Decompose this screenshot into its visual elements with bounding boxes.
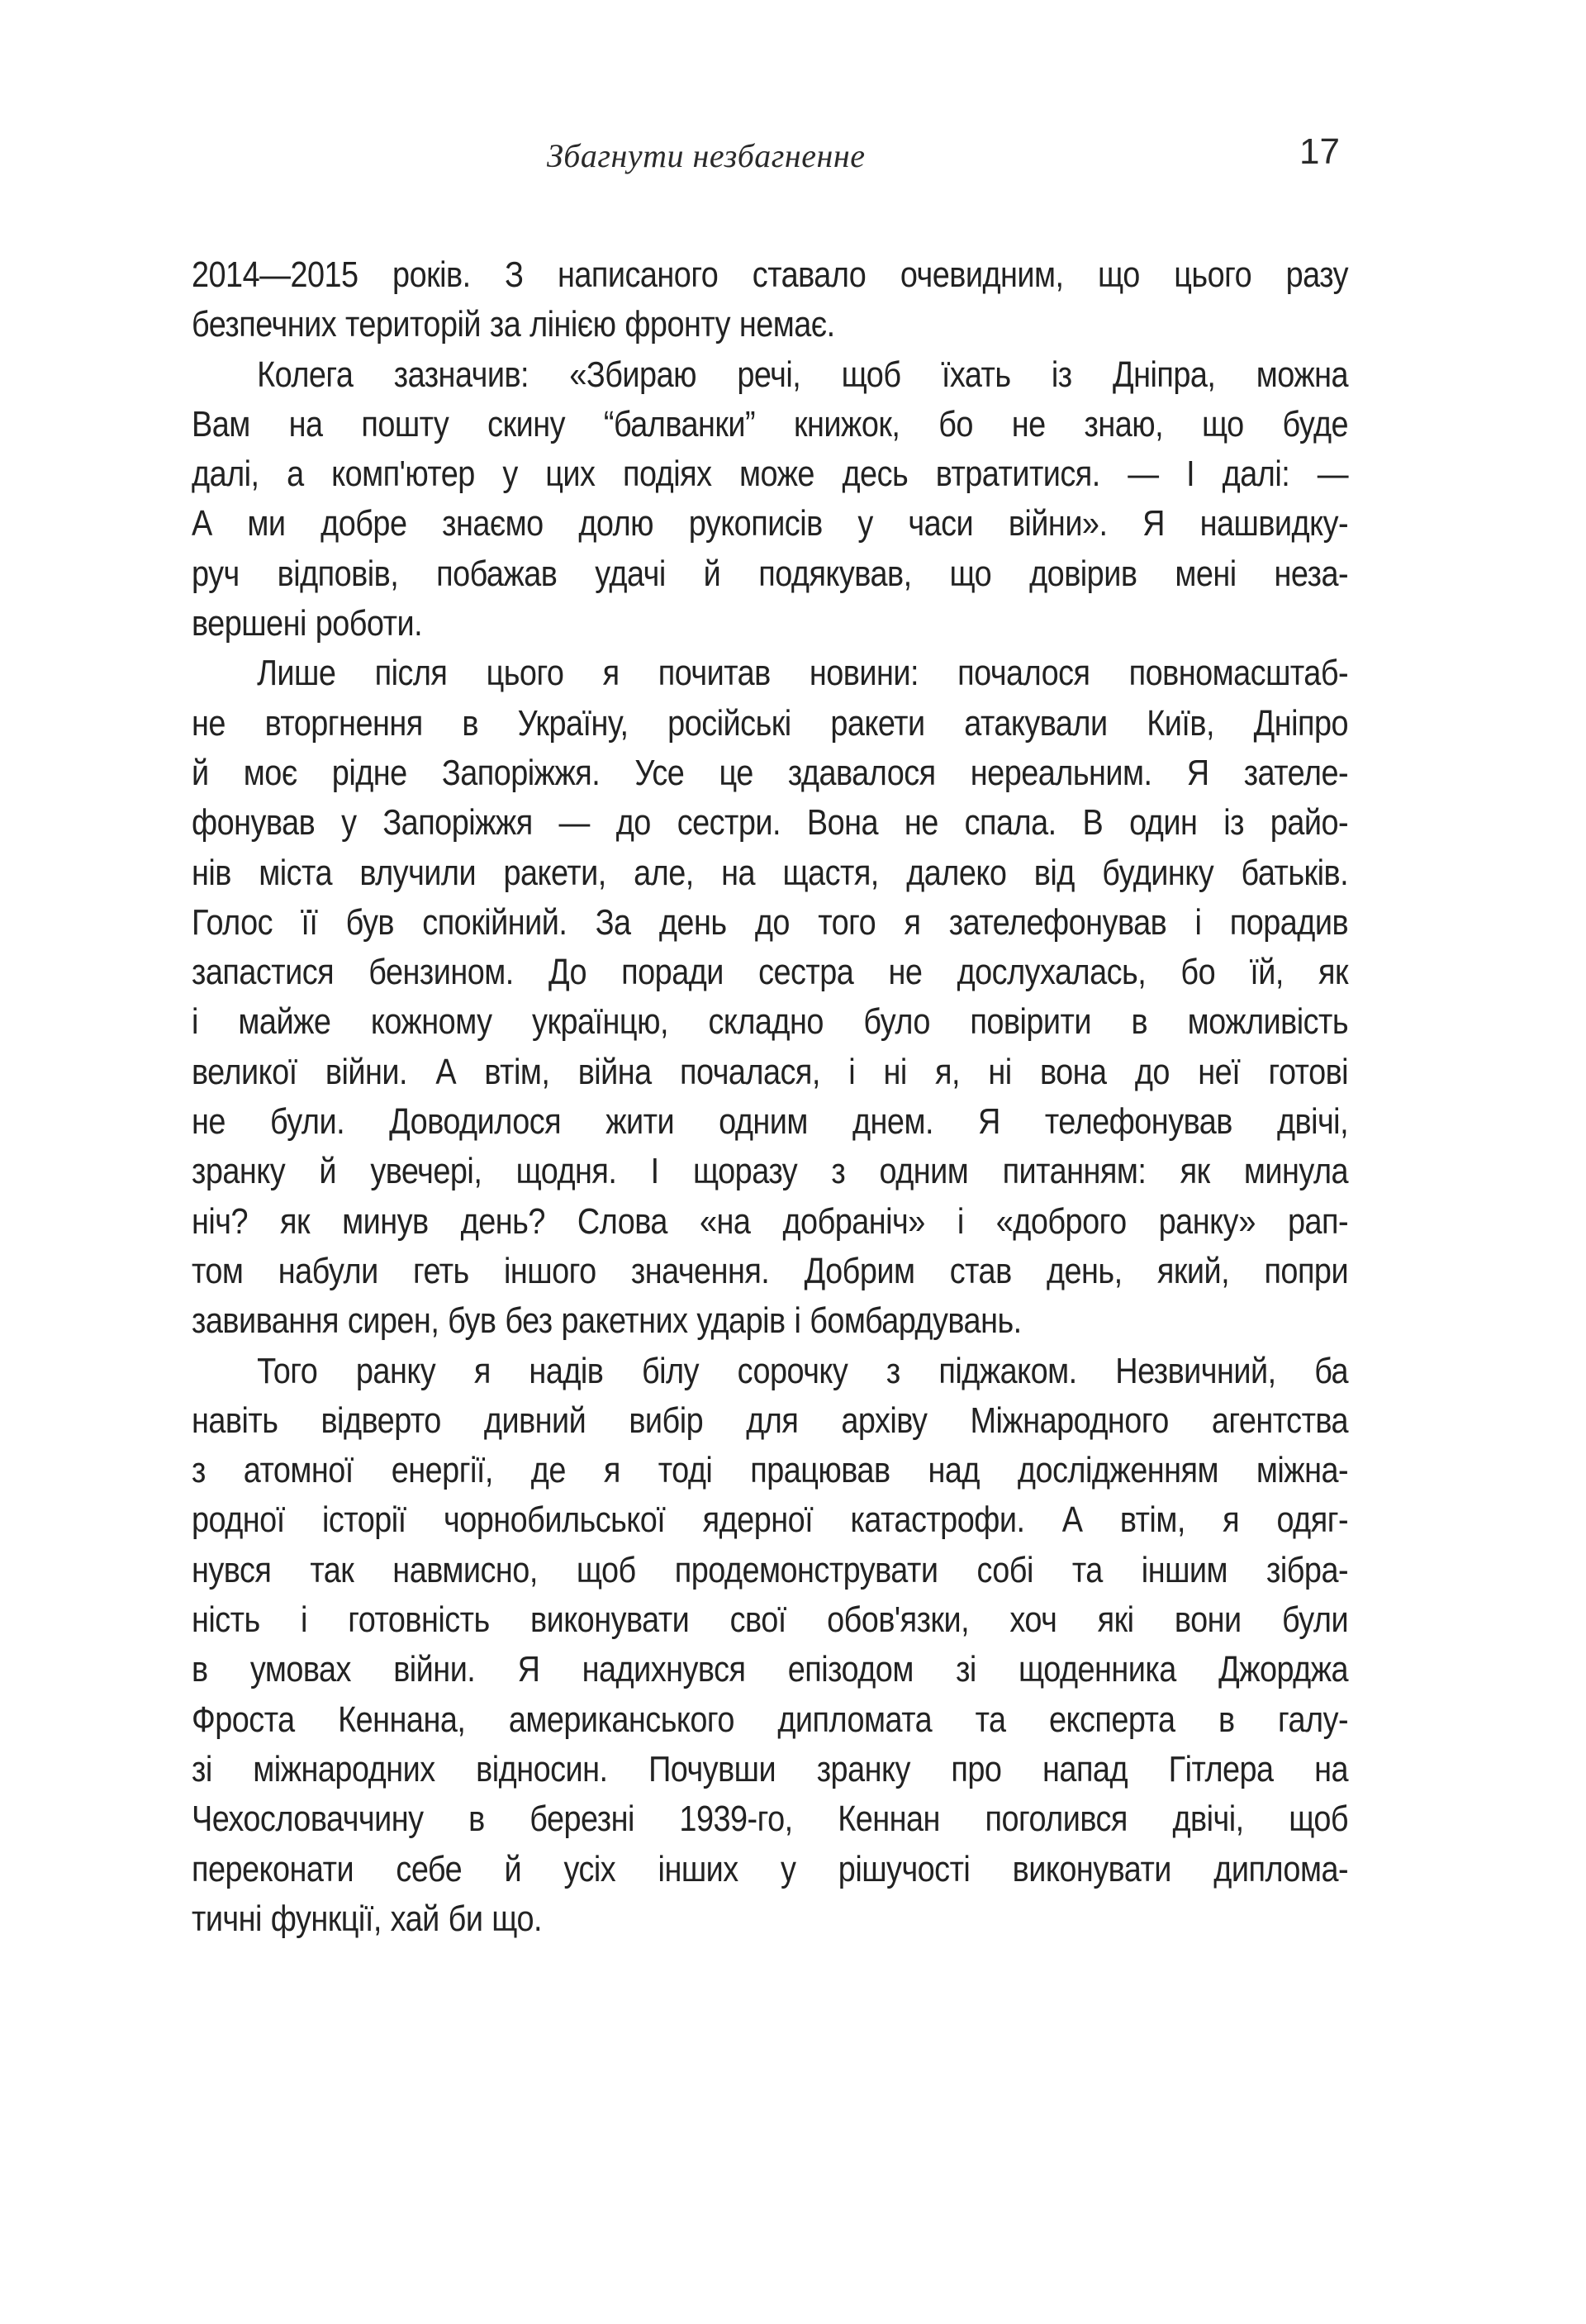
text-line: нів міста влучили ракети, але, на щастя, далеко від будинку батьків. (192, 852, 1349, 893)
text-line: ність і готовність виконувати свої обов'язки, хоч які вони були (192, 1599, 1349, 1641)
running-title: Збагнути незбагненне (547, 137, 866, 174)
text-line: переконати себе й усіх інших у рішучості виконувати диплома- (192, 1848, 1349, 1889)
text-line: тичні функції, хай би що. (192, 1898, 543, 1939)
page-number: 17 (1299, 131, 1340, 172)
text-line: далі, а комп'ютер у цих подіях може десь втратитися. — І далі: — (192, 454, 1349, 495)
text-line: родної історії чорнобильської ядерної катастрофи. А втім, я одяг- (192, 1499, 1349, 1541)
text-line: нувся так навмисно, щоб продемонструвати собі та іншим зібра- (192, 1549, 1349, 1590)
text-line: великої війни. А втім, війна почалася, і ні я, ні вона до неї готові (192, 1051, 1349, 1092)
text-line: Лише після цього я почитав новини: почалося повномасштаб- (257, 653, 1349, 694)
text-line: і майже кожному українцю, складно було повірити в можливість (192, 1001, 1349, 1043)
text-line: зі міжнародних відносин. Почувши зранку про напад Гітлера на (192, 1748, 1349, 1789)
body-text (192, 250, 1348, 1944)
text-line: з атомної енергії, де я тоді працював над дослідженням міжна- (192, 1450, 1349, 1491)
text-line: завивання сирен, був без ракетних ударів і бомбардувань. (192, 1300, 1022, 1342)
text-line: Вам на пошту скину “балванки” книжок, бо не знаю, що буде (192, 403, 1349, 444)
text-line: в умовах війни. Я надихнувся епізодом зі щоденника Джорджа (192, 1649, 1349, 1690)
text-line: вершені роботи. (192, 603, 423, 644)
text-line: й моє рідне Запоріжжя. Усе це здавалося нереальним. Я зателе- (192, 752, 1349, 793)
text-line: 2014—2015 років. З написаного ставало очевидним, що цього разу (192, 254, 1349, 295)
text-line: Фроста Кеннана, американського дипломата та експерта в галу- (192, 1699, 1349, 1740)
text-line: Того ранку я надів білу сорочку з піджаком. Незвичний, ба (257, 1350, 1349, 1391)
text-line: А ми добре знаємо долю рукописів у часи війни». Я нашвидку- (192, 503, 1349, 544)
running-head (192, 131, 1348, 186)
text-line: зранку й увечері, щодня. І щоразу з одним питанням: як минула (192, 1151, 1349, 1192)
text-line: ніч? як минув день? Слова «на добраніч» і «доброго ранку» рап- (192, 1200, 1349, 1242)
text-line: Чехословаччину в березні 1939-го, Кеннан поголився двічі, щоб (192, 1799, 1349, 1840)
text-line: безпечних територій за лінією фронту немає. (192, 304, 835, 345)
text-line: навіть відверто дивний вибір для архіву Міжнародного агентства (192, 1400, 1349, 1441)
text-line: руч відповів, побажав удачі й подякував, що довірив мені неза- (192, 553, 1349, 594)
text-line: фонував у Запоріжжя — до сестри. Вона не спала. В один із райо- (192, 802, 1349, 844)
text-line: Колега зазначив: «Збираю речі, щоб їхать із Дніпра, можна (257, 354, 1349, 395)
text-line: не вторгнення в Україну, російські ракети атакували Київ, Дніпро (192, 702, 1349, 744)
text-line: Голос її був спокійний. За день до того я зателефонував і порадив (192, 901, 1349, 943)
text-line: запастися бензином. До поради сестра не дослухалась, бо їй, як (192, 952, 1349, 993)
text-line: том набули геть іншого значення. Добрим став день, який, попри (192, 1250, 1349, 1291)
text-line: не були. Доводилося жити одним днем. Я телефонував двічі, (192, 1101, 1349, 1143)
